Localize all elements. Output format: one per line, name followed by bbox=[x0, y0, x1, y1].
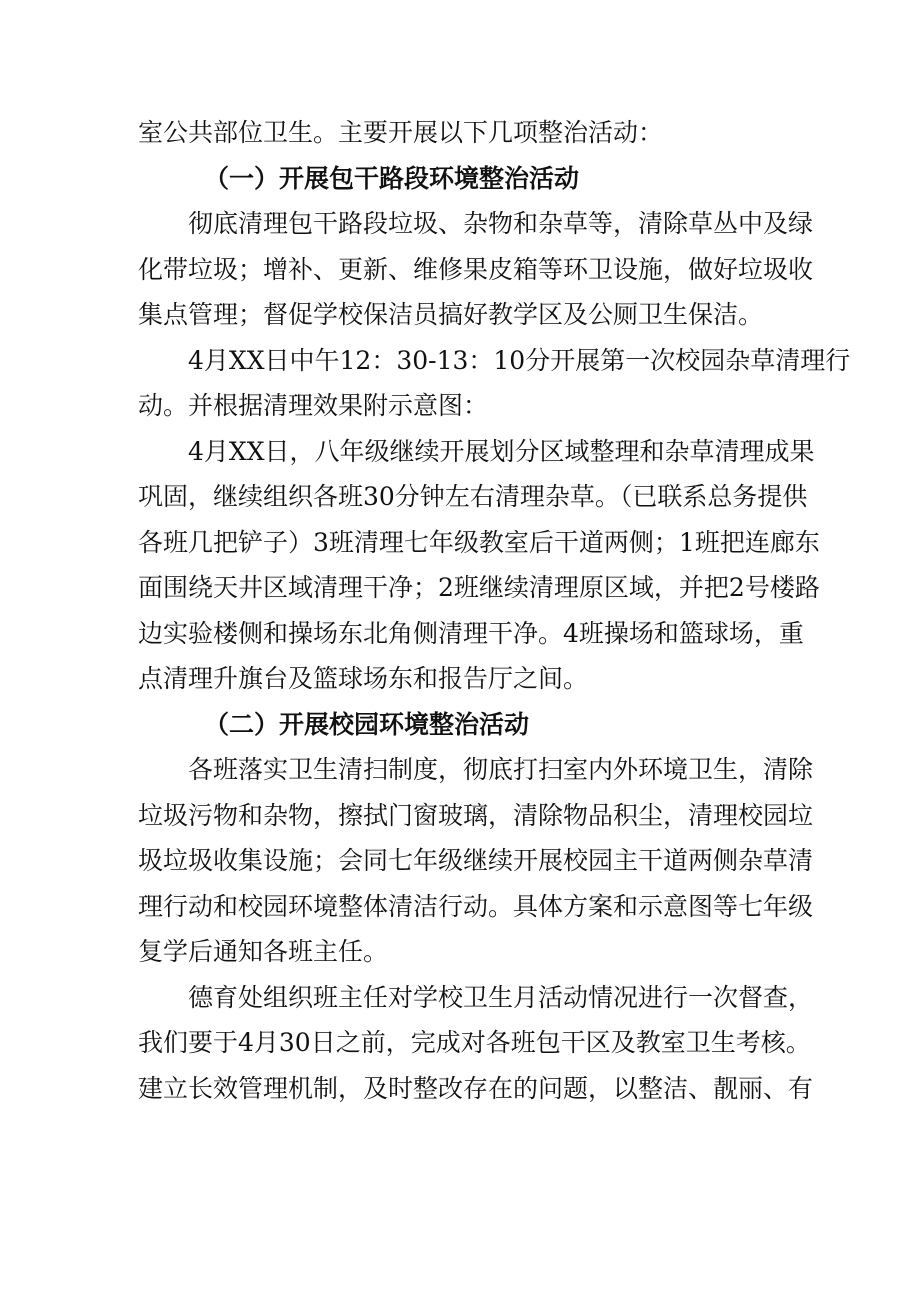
paragraph-line: 我们要于4月30日之前，完成对各班包干区及教室卫生考核。 bbox=[138, 1028, 811, 1057]
paragraph-line: 理行动和校园环境整体清洁行动。具体方案和示意图等七年级 bbox=[138, 891, 814, 921]
paragraph-line: 室公共部位卫生。主要开展以下几项整治活动： bbox=[138, 118, 664, 147]
paragraph-line: 建立长效管理机制，及时整改存在的问题，以整洁、靓丽、有 bbox=[138, 1073, 814, 1103]
paragraph-line: 复学后通知各班主任。 bbox=[138, 937, 389, 966]
document-body bbox=[138, 110, 851, 1111]
paragraph-line: 各班落实卫生清扫制度，彻底打扫室内外环境卫生，清除 bbox=[188, 755, 814, 784]
paragraph-line: 边实验楼侧和操场东北角侧清理干净。4班操场和篮球场，重 bbox=[138, 618, 804, 648]
paragraph-line: 德育处组织班主任对学校卫生月活动情况进行一次督查， bbox=[188, 982, 814, 1012]
paragraph-line: 点清理升旗台及篮球场东和报告厅之间。 bbox=[138, 664, 589, 693]
section-heading-2: （二）开展校园环境整治活动 bbox=[204, 709, 530, 739]
paragraph-line: 圾垃圾收集设施；会同七年级继续开展校园主干道两侧杂草清 bbox=[138, 846, 814, 875]
paragraph-line: 面围绕天井区域清理干净；2班继续清理原区域，并把2号楼路 bbox=[138, 573, 820, 602]
paragraph-line: 4月XX日，八年级继续开展划分区域整理和杂草清理成果 bbox=[188, 436, 815, 466]
paragraph-line: 彻底清理包干路段垃圾、杂物和杂草等，清除草丛中及绿 bbox=[188, 209, 814, 238]
paragraph-line: 各班几把铲子）3班清理七年级教室后干道两侧；1班把连廊东 bbox=[138, 527, 820, 557]
paragraph-line: 巩固，继续组织各班30分钟左右清理杂草。（已联系总务提供 bbox=[138, 482, 808, 511]
paragraph-line: 垃圾污物和杂物，擦拭门窗玻璃，清除物品积尘，清理校园垃 bbox=[138, 800, 814, 830]
paragraph-line: 集点管理；督促学校保洁员搞好教学区及公厕卫生保洁。 bbox=[138, 300, 764, 329]
paragraph-line: 动。并根据清理效果附示意图： bbox=[138, 391, 489, 420]
paragraph-line: 4月XX日中午12：30-13：10分开展第一次校园杂草清理行 bbox=[188, 345, 851, 375]
section-heading-1: （一）开展包干路段环境整治活动 bbox=[204, 163, 580, 193]
paragraph-line: 化带垃圾；增补、更新、维修果皮箱等环卫设施，做好垃圾收 bbox=[138, 254, 814, 284]
